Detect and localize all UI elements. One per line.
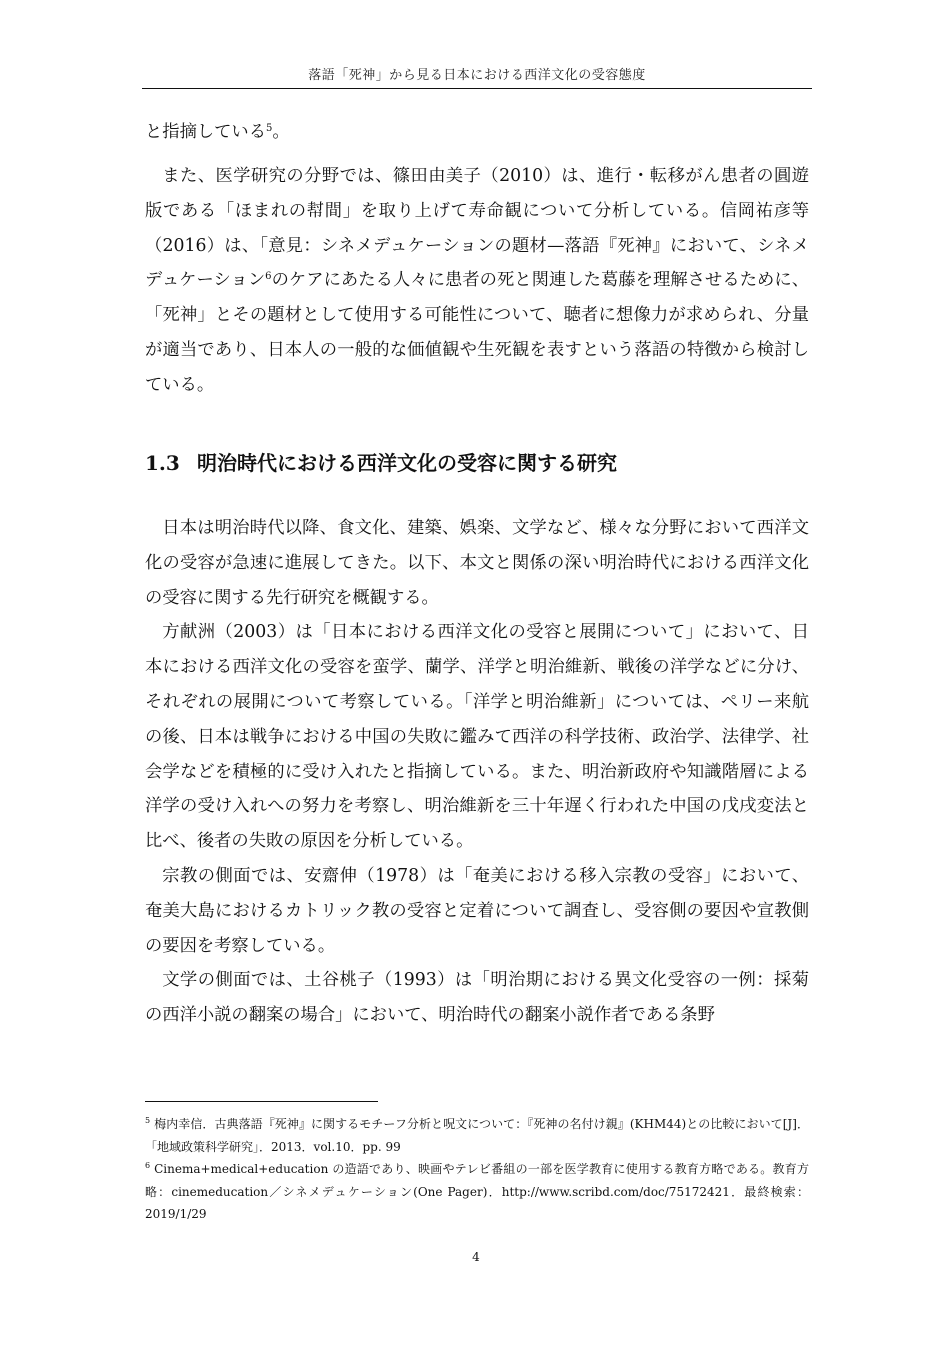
footnote-text: Cinema+medical+education の造語であり、映画やテレビ番組の一部を医学教育に使用する教育方略である。教育方略：cinemeducation／シネメデュケーション(One Pager)．http://www.scribd.com/doc/75172421．最終検索：2019/1/29 bbox=[145, 1162, 809, 1222]
paragraph-intro: 日本は明治時代以降、食文化、建築、娯楽、文学など、様々な分野において西洋文化の受容が急速に進展してきた。以下、本文と関係の深い明治時代における西洋文化の受容に関する先行研究を概観する。 bbox=[145, 518, 809, 608]
running-header: 落語「死神」から見る日本における西洋文化の受容態度 bbox=[308, 68, 646, 83]
footnote-text: 梅内幸信．古典落語『死神』に関するモチーフ分析と呪文について：『死神の名付け親』(KHM44)との比較において[J]．「地域政策科学研究」．2013．vol.10．pp. 99 bbox=[145, 1117, 809, 1154]
paragraph-text: と指摘している bbox=[145, 122, 266, 142]
paragraph-medical-research bbox=[145, 159, 809, 403]
paragraph-text-cont: のケアにあたる人々に患者の死と関連した葛藤を理解させるために、「死神」とその題材として使用する可能性について、聴者に想像力が求められ、分量が適当であり、日本人の一般的な価値観や生死観を表すという落語の特徴から検討している。 bbox=[145, 270, 809, 395]
footnote-ref-6[interactable]: 6 bbox=[265, 271, 272, 283]
footnote-5 bbox=[145, 1113, 809, 1158]
header-rule bbox=[142, 88, 812, 89]
paragraph-fang: 方献洲（2003）は「日本における西洋文化の受容と展開について」において、日本における西洋文化の受容を蛮学、蘭学、洋学と明治維新、戦後の洋学などに分け、それぞれの展開について考察している。「洋学と明治維新」については、ペリー来航の後、日本は戦争における中国の失敗に鑑みて西洋の科学技術、政治学、法律学、社会学などを積極的に受け入れたと指摘している。また、明治新政府や知識階層による洋学の受け入れへの努力を考察し、明治維新を三十年遅く行われた中国の戊戌変法と比べ、後者の失敗の原因を分析している。 bbox=[145, 622, 809, 852]
footnotes bbox=[145, 1113, 809, 1226]
footnote-6 bbox=[145, 1158, 809, 1226]
footnote-ref-5[interactable]: 5 bbox=[265, 123, 273, 134]
paragraph-religion: 宗教の側面では、安齋伸（1978）は「奄美における移入宗教の受容」において、奄美大島におけるカトリック教の受容と定着について調査し、受容側の要因や宣教側の要因を考察している。 bbox=[145, 865, 809, 956]
paragraph-continuation bbox=[145, 115, 809, 150]
footnote-mark: 6 bbox=[145, 1161, 151, 1171]
section-title: 明治時代における西洋文化の受容に関する研究 bbox=[197, 451, 617, 475]
section-heading bbox=[145, 447, 617, 476]
footnote-mark: 5 bbox=[145, 1116, 151, 1125]
paragraph-text: また、医学研究の分野では、篠田由美子（2010）は、進行・転移がん患者の圓遊版である「ほまれの幇間」を取り上げて寿命観について分析している。信岡祐彦等（2016）は、「意見：シネメデュケーションの題材—落語『死神』において、シネメデュケーション bbox=[145, 166, 809, 291]
paragraph-text-end: 。 bbox=[272, 122, 290, 142]
paragraph-literature: 文学の側面では、土谷桃子（1993）は「明治期における異文化受容の一例：採菊の西洋小説の翻案の場合」において、明治時代の翻案小説作者である条野 bbox=[145, 970, 809, 1026]
page-number: 4 bbox=[472, 1250, 480, 1264]
section-body bbox=[145, 511, 809, 1033]
footnote-rule bbox=[145, 1101, 378, 1102]
section-number: 1.3 bbox=[145, 451, 180, 475]
